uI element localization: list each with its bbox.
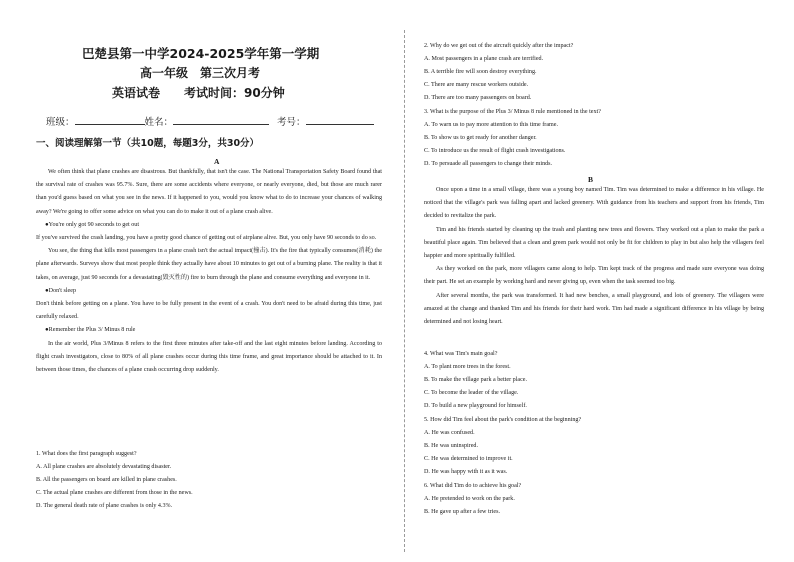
number-label: 考号： [277, 117, 306, 128]
subject-time-line [112, 84, 285, 101]
passage-b-paragraph: Tim and his friends started by cleaning up the trash and planting new trees and flowers. They worked out a plan to make the park a beautiful place again. Tim believed that a clean and green park would not only be fit for children to play in but also help the villagers feel happier and more spiritually fulfilled. [424, 226, 764, 260]
question-4 [424, 348, 527, 413]
answer-option[interactable]: B. A terrible fire will soon destroy everything. [424, 69, 537, 75]
answer-option[interactable]: B. To make the village park a better place. [424, 377, 528, 383]
subject-title: 英语试卷 [112, 86, 161, 100]
question-5 [424, 414, 581, 479]
answer-option[interactable]: D. There are too many passengers on board. [424, 95, 532, 101]
passage-a-label: A [214, 157, 220, 166]
passage-a-bullet: ●You're only got 90 seconds to get out [45, 221, 140, 228]
column-divider [404, 30, 405, 552]
question-3 [424, 106, 601, 171]
passage-a [36, 166, 382, 377]
question-2 [424, 40, 573, 105]
answer-option[interactable]: A. He was confused. [424, 430, 475, 436]
school-title: 巴楚县第一中学2024-2025学年第一学期 [82, 46, 320, 61]
passage-b [424, 184, 764, 329]
answer-option[interactable]: B. All the passengers on board are killed in plane crashes. [36, 477, 177, 483]
passage-b-paragraph: As they worked on the park, more villagers came along to help. Tim kept track of the progress and made sure everyone was doing their part. He set an example by working hard and never giving up, even when the task seemed too big. [424, 266, 764, 286]
answer-option[interactable]: D. He was happy with it as it was. [424, 469, 508, 475]
question-stem: 6. What did Tim do to achieve his goal? [424, 483, 522, 489]
answer-option[interactable]: C. The actual plane crashes are different from those in the news. [36, 490, 193, 496]
answer-option[interactable]: A. Most passengers in a plane crash are terrified. [424, 56, 544, 62]
class-label: 班级： [46, 117, 75, 128]
question-6 [424, 480, 521, 519]
passage-a-paragraph: Don't think before getting on a plane. You have to be fully present in the event of a crash. You don't need to be afraid during this time, just carefully relaxed. [36, 301, 382, 321]
question-stem: 1. What does the first paragraph suggest? [36, 451, 137, 457]
number-blank[interactable] [306, 115, 374, 125]
question-1 [36, 448, 193, 513]
answer-option[interactable]: B. He gave up after a few tries. [424, 509, 500, 515]
class-blank[interactable] [75, 115, 145, 125]
answer-option[interactable]: D. The general death rate of plane crashes is only 4.3%. [36, 503, 173, 509]
passage-a-bullet: ●Remember the Plus 3/ Minus 8 rule [45, 327, 136, 334]
answer-option[interactable]: C. To become the leader of the village. [424, 390, 519, 396]
question-stem: 4. What was Tim's main goal? [424, 351, 498, 357]
exam-time: 考试时间：90分钟 [184, 86, 285, 100]
name-blank[interactable] [173, 115, 269, 125]
answer-option[interactable]: A. He pretended to work on the park. [424, 496, 515, 502]
answer-option[interactable]: A. To warn us to pay more attention to this time frame. [424, 122, 559, 128]
answer-option[interactable]: A. All plane crashes are absolutely devastating disaster. [36, 464, 172, 470]
answer-option[interactable]: C. He was determined to improve it. [424, 456, 513, 462]
answer-option[interactable]: A. To plant more trees in the forest. [424, 364, 511, 370]
passage-a-paragraph: In the air world, Plus 3/Minus 8 refers to the first three minutes after take-off and the last eight minutes before landing. According to flight crash investigators, close to 80% of all plane crashes occur during this time frame, and great importance should be attached to it. In between those times, the chances of a plane crash occurring drop suddenly. [36, 340, 382, 374]
answer-option[interactable]: D. To persuade all passengers to change their minds. [424, 161, 553, 167]
section-heading: 一、阅读理解第一节（共10题，每题3分，共30分） [36, 138, 260, 149]
student-info-line [46, 114, 374, 128]
passage-a-bullet: ●Don't sleep [45, 287, 77, 294]
passage-b-paragraph: After several months, the park was transformed. It had new benches, a small playground, and lots of greenery. The villagers were amazed at the change and thanked Tim and his friends for their hard work. Tim had made a significant difference in his village by being determined and not losing heart. [424, 292, 764, 326]
answer-option[interactable]: B. He was uninspired. [424, 443, 478, 449]
passage-a-paragraph: We often think that plane crashes are disastrous. But thankfully, that isn't the case. The National Transportation Safety Board found that the survival rate of crashes was 95.7%. Sure, there are some accidents where everyone, or nearly everyone, died, but those are much rarer than you'd guess based on what you see in the news. If it happened to you, would you know what to do to increase your chances of walking away? We're going to offer some advice on what you can do to make it out of a plane crash alive. [36, 169, 382, 215]
question-stem: 2. Why do we get out of the aircraft quickly after the impact? [424, 43, 574, 49]
name-label: 姓名： [144, 117, 174, 128]
answer-option[interactable]: D. To build a new playground for himself. [424, 403, 527, 409]
question-stem: 3. What is the purpose of the Plus 3/ Minus 8 rule mentioned in the text? [424, 109, 601, 115]
answer-option[interactable]: C. There are many rescue workers outside. [424, 82, 529, 88]
answer-option[interactable]: C. To introduce us the result of flight crash investigations. [424, 148, 566, 154]
question-stem: 5. How did Tim feel about the park's condition at the beginning? [424, 417, 582, 423]
passage-b-label: B [588, 175, 594, 184]
passage-a-paragraph: You see, the thing that kills most passengers in a plane crash isn't the actual impact(撞击). It's the fire that typically consumes(消耗) the plane afterwards. Surveys show that most people think they actually have about 10 minutes to get out of a burning plane. The reality is that it takes, on average, just 90 seconds for a devastating(毁灭性的) fire to burn through the plane and consume everything and everyone in it. [36, 248, 382, 281]
grade-exam-title: 高一年级 第三次月考 [140, 66, 261, 80]
passage-b-paragraph: Once upon a time in a small village, there was a young boy named Tim. Tim was determined to make a difference in his village. He noticed that the village's park was falling apart and lacked greenery. With guidance from his teachers and support from his friends, Tim decided to revitalize the park. [424, 187, 764, 220]
passage-a-paragraph: If you've survived the crash landing, you have a pretty good chance of getting out of airplane alive. But, you only have 90 seconds to do so. [36, 235, 377, 242]
answer-option[interactable]: B. To show us to get ready for another danger. [424, 135, 537, 141]
